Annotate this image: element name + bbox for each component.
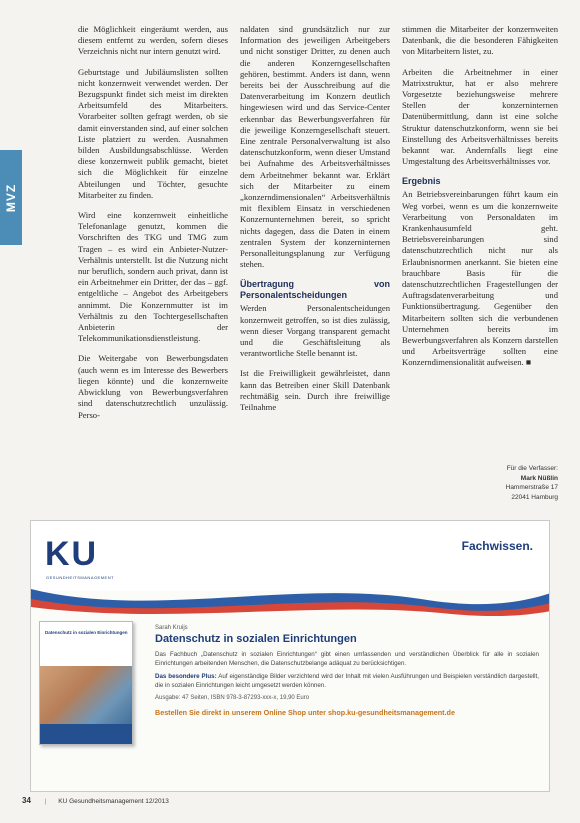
section-tab: [0, 150, 22, 245]
author-role: Für die Verfasser:: [506, 465, 558, 472]
author-name: Mark Nüßlin: [520, 474, 558, 482]
paragraph: Geburtstage und Jubiläumslisten sollten nicht konzernweit verwendet werden. Der Bezugspunkt findet sich meist im direkten Arbeitsumfeld des Mitarbeiters. Vorarbeiter sollten gefragt werden, ob sie damit einverstanden sind, auf einer solchen Liste platziert zu werden. Ausnahmen bilden Ausbildungsabschlüsse. Werden diese konzernweit publik gemacht, bietet sich die Möglichkeit für einzelne Abteilungen und Töchter, gesuchte Mitarbeiter zu finden.: [78, 66, 228, 200]
section-heading: Übertragung von Personalentscheidungen: [240, 279, 390, 301]
paragraph: Werden Personalentscheidungen konzernweit getroffen, so ist dies zulässig, wenn dieser Vorgang transparent gemacht und die Geschäftsleitung als verantwortliche Stelle benannt ist.: [240, 303, 390, 359]
ad-plus: [155, 673, 539, 690]
ad-body: [155, 625, 539, 717]
paragraph: Arbeiten die Arbeitnehmer in einer Matrixstruktur, hat er also mehrere Vorgesetzte beziehungsweise mehrere Stellen der konzerninternen Datenübermittlung, dann ist eine solche Struktur datenschutzkonform, wenn sie bei Einstellung des Arbeitsverhältnisses bereits bekannt war. Andernfalls liegt eine Umgestaltung des Arbeitsverhältnisses vor.: [402, 66, 558, 167]
ad-plus-label: Das besondere Plus:: [155, 673, 217, 681]
ad-book-title: Datenschutz in sozialen Einrichtungen: [155, 633, 357, 645]
paragraph: Ist die Freiwilligkeit gewährleistet, dann kann das Betreiben einer Skill Datenbank rechtmäßig sein. Durch ihre freiwillige Teilnahme: [240, 368, 390, 413]
paragraph: naldaten sind grundsätzlich nur zur Information des jeweiligen Arbeitgebers und nicht sonstiger Dritter, zu denen auch die anderen Konzerngesellschaften gehören, bestimmt. Anders ist dann, wenn bereits bei der Ausschreibung auf die Datenverarbeitung im Konzern deutlich hingewiesen wird und das Service-Center erkennbar das Bewerbungsverfahren für die jeweilige Konzerngesellschaft steuert. Eine zentrale Personalverwaltung ist also datenschutzkonform, wenn dieser Umstand bei Aufnahme des Arbeitsverhältnisses dem Arbeitnehmer bekannt war. Erklärt sich der Mitarbeiter zu einem „konzerndimensionalen“ Arbeitsverhältnis mit flexiblem Einsatz in verschiedenen Konzernunternehmen bereit, so spricht nichts dagegen, dass die Daten in einem zentralen System der konzerninternen Personalleitungsplanung zur Verfügung stehen.: [240, 24, 390, 270]
ad-price: Ausgabe: 47 Seiten, ISBN 978-3-87293-xxx-x, 19,90 Euro: [155, 695, 310, 702]
article-column-2: [240, 24, 390, 422]
author-address: Hammerstraße 17: [505, 484, 558, 491]
section-heading: Ergebnis: [402, 176, 441, 187]
ku-logo-subtitle: GESUNDHEITSMANAGEMENT: [46, 575, 115, 580]
article-column-3: [402, 24, 558, 378]
ad-shop-link[interactable]: Bestellen Sie direkt in unserem Online Shop unter shop.ku-gesundheitsmanagement.de: [155, 708, 455, 718]
paragraph: stimmen die Mitarbeiter der konzernweiten Datenbank, die die besonderen Fähigkeiten von Mitarbeitern listet, zu.: [402, 24, 558, 57]
ad-book-author: Sarah Kruijs: [155, 625, 188, 631]
book-cover-image: [40, 666, 133, 726]
article-column-1: [78, 24, 228, 430]
advertisement[interactable]: [30, 520, 550, 792]
ad-description: Das Fachbuch „Datenschutz in sozialen Einrichtungen“ gibt einen umfassenden und verständlichen Überblick für alle in sozialen Einrichtungen arbeitenden Menschen, die Datenschutzbelange adäquat zu berücksichtigen.: [155, 651, 539, 667]
decorative-wave: [31, 579, 550, 627]
ad-claim: Fachwissen.: [461, 539, 533, 553]
book-cover-title: Datenschutz in sozialen Einrichtungen: [45, 630, 128, 635]
page-footer: [22, 796, 562, 805]
ad-plus-text: Auf eigenständige Bilder verzichtend wird der Inhalt mit vielen Ausführungen und Beispielen verständlich dargestellt, die in sozialen Einrichtungen leicht umgesetzt werden können.: [155, 673, 539, 689]
author-box: [402, 464, 558, 502]
author-city: 22041 Hamburg: [511, 493, 558, 501]
section-tab-label: MVZ: [4, 183, 18, 212]
paragraph: Die Weitergabe von Bewerbungsdaten (auch wenn es im Interesse des Bewerbers liegen könnte) und die konzernweite Abwicklung von Bewerbungsverfahren sind datenschutzrechtlich unzulässig. Perso-: [78, 353, 228, 420]
ku-logo: KU: [45, 535, 99, 573]
paragraph: die Möglichkeit eingeräumt werden, aus diesem entfernt zu werden, sofern dieses Verzeichnis nicht nur intern genutzt wird.: [78, 24, 228, 57]
journal-name: KU Gesundheitsmanagement 12/2013: [58, 798, 169, 805]
paragraph: Wird eine konzernweit einheitliche Telefonanlage genutzt, kommen die Vorschriften des TKG und TMG zum Tragen – es wird ein Anbieter-Nutzer-Verhältnis unterstellt. Ist die Nutzung nicht nur beruflich, sondern auch privat, dann ist ein Arbeitnehmer ein Dritter, der das – ggf. entgeltliche – Angebot des Arbeitgebers annimmt. Die Konzernmutter ist im Verhältnis zu den Tochtergesellschaften Anbieterin der Telekommunikationsdienstleistung.: [78, 210, 228, 344]
page-number: 34: [22, 796, 31, 805]
footer-separator: |: [44, 798, 47, 805]
paragraph: An Betriebsvereinbarungen führt kaum ein Weg vorbei, wenn es um die konzernweite Verarbeitung von Personaldaten im Krankenhausumfeld geht. Betriebsvereinbarungen sind datenschutzrechtlich nicht nur als Erlaubnisnormen anerkannt. Sie bieten eine brauchbare Basis für die datenschutzrechtlichen Fragestellungen der Auftragsdatenverarbeitung und Funktionsübertragung. Gegenüber den Mitarbeitern sollten sich die verbundenen Unternehmen bereits im Bewerbungsverfahren als Konzern darstellen und Arbeitsverträge sollten eine Konzerndimensionalität aufweisen. ■: [402, 189, 558, 368]
book-cover: [39, 621, 133, 745]
book-cover-bar: [40, 724, 133, 744]
